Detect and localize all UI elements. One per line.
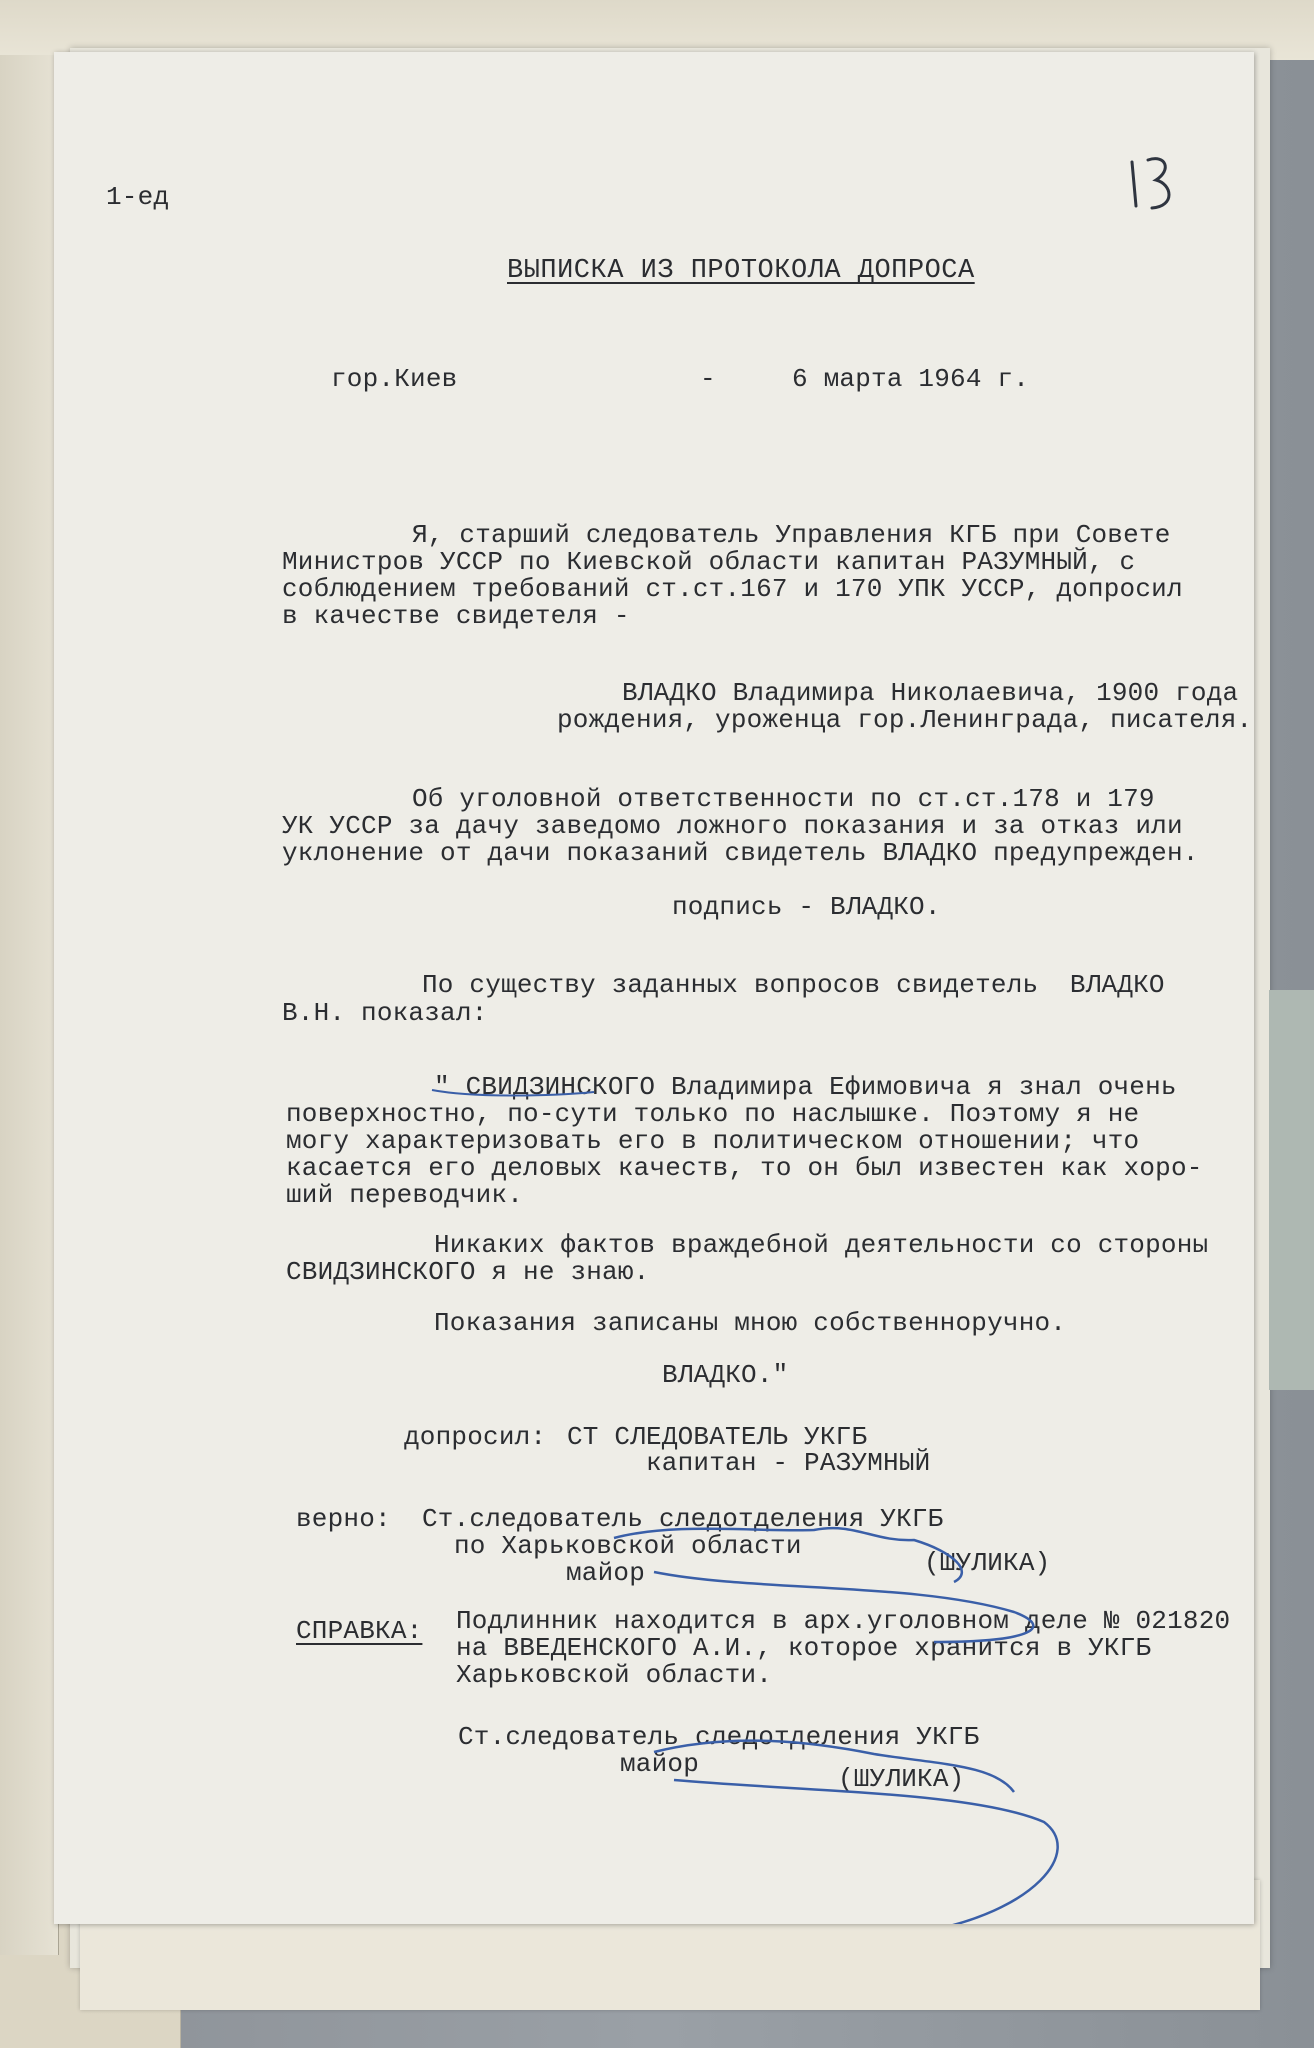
final-sign-line-1: Ст.следователь следотделения УКГБ: [458, 1722, 980, 1752]
place: гор.Киев: [331, 364, 458, 394]
certified-line-1: Ст.следователь следотделения УКГБ: [422, 1504, 944, 1534]
interrogator-rank-name: капитан - РАЗУМНЫЙ: [646, 1448, 931, 1478]
document-title: ВЫПИСКА ИЗ ПРОТОКОЛА ДОПРОСА: [507, 256, 975, 286]
testimony-intro-line-2: В.Н. показал:: [282, 998, 488, 1028]
date: 6 марта 1964 г.: [792, 364, 1030, 394]
witness-signature: ВЛАДКО.": [662, 1360, 789, 1390]
intro-line-4: в качестве свидетеля -: [282, 601, 630, 631]
warning-line-1: Об уголовной ответственности по ст.ст.178 и 179: [412, 784, 1155, 814]
certified-name: (ШУЛИКА): [924, 1548, 1051, 1578]
note-line-2: на ВВЕДЕНСКОГО А.И., которое хранится в УКГБ: [456, 1633, 1152, 1663]
left-page-edge: [0, 55, 59, 1955]
final-sign-name: (ШУЛИКА): [838, 1764, 965, 1794]
testimony-line-1: " СВИДЗИНСКОГО Владимира Ефимовича я знал очень: [434, 1072, 1177, 1102]
pen-marks: [54, 52, 1254, 1924]
warning-line-2: УК УССР за дачу заведомо ложного показания и за отказ или: [282, 811, 1183, 841]
intro-line-2: Министров УССР по Киевской области капитан РАЗУМНЫЙ, с: [282, 547, 1136, 577]
testimony-line-5: ший переводчик.: [286, 1180, 524, 1210]
interrogator-role: СТ СЛЕДОВАТЕЛЬ УКГБ: [567, 1422, 868, 1452]
testimony-line-4: касается его деловых качеств, то он был известен как хоро-: [286, 1153, 1203, 1183]
certified-line-2: по Харьковской области: [454, 1531, 802, 1561]
document-page: [54, 52, 1254, 1924]
note-label: СПРАВКА:: [296, 1616, 423, 1646]
page-marker: 1-ед: [106, 182, 170, 212]
intro-line-3: соблюдением требований ст.ст.167 и 170 УПК УССР, допросил: [282, 574, 1183, 604]
note-line-3: Харьковской области.: [456, 1660, 773, 1690]
testimony-line-3: могу характеризовать его в политическом отношении; что: [286, 1126, 1140, 1156]
place-date-dash: -: [700, 364, 716, 394]
no-facts-line-1: Никаких фактов враждебной деятельности со стороны: [434, 1230, 1209, 1260]
intro-line-1: Я, старший следователь Управления КГБ при Совете: [412, 520, 1171, 550]
final-sign-rank: майор: [620, 1749, 700, 1779]
testimony-line-2: поверхностно, по-сути только по наслышке. Поэтому я не: [286, 1099, 1140, 1129]
no-facts-line-2: СВИДЗИНСКОГО я не знаю.: [286, 1257, 650, 1287]
witness-line-2: рождения, уроженца гор.Ленинграда, писателя.: [557, 705, 1253, 735]
right-edge-strip: [1269, 990, 1314, 1390]
warning-line-3: уклонение от дачи показаний свидетель ВЛАДКО предупрежден.: [282, 838, 1199, 868]
certified-label: верно:: [296, 1504, 391, 1534]
interrogated-label: допросил:: [404, 1422, 547, 1452]
witness-line-1: ВЛАДКО Владимира Николаевича, 1900 года: [622, 678, 1239, 708]
recorded-statement: Показания записаны мною собственноручно.: [434, 1308, 1067, 1338]
testimony-intro-line-1: По существу заданных вопросов свидетель ВЛАДКО: [422, 970, 1165, 1000]
certified-rank: майор: [566, 1558, 646, 1588]
note-line-1: Подлинник находится в арх.уголовном деле № 021820: [456, 1606, 1231, 1636]
signature-line: подпись - ВЛАДКО.: [672, 892, 941, 922]
